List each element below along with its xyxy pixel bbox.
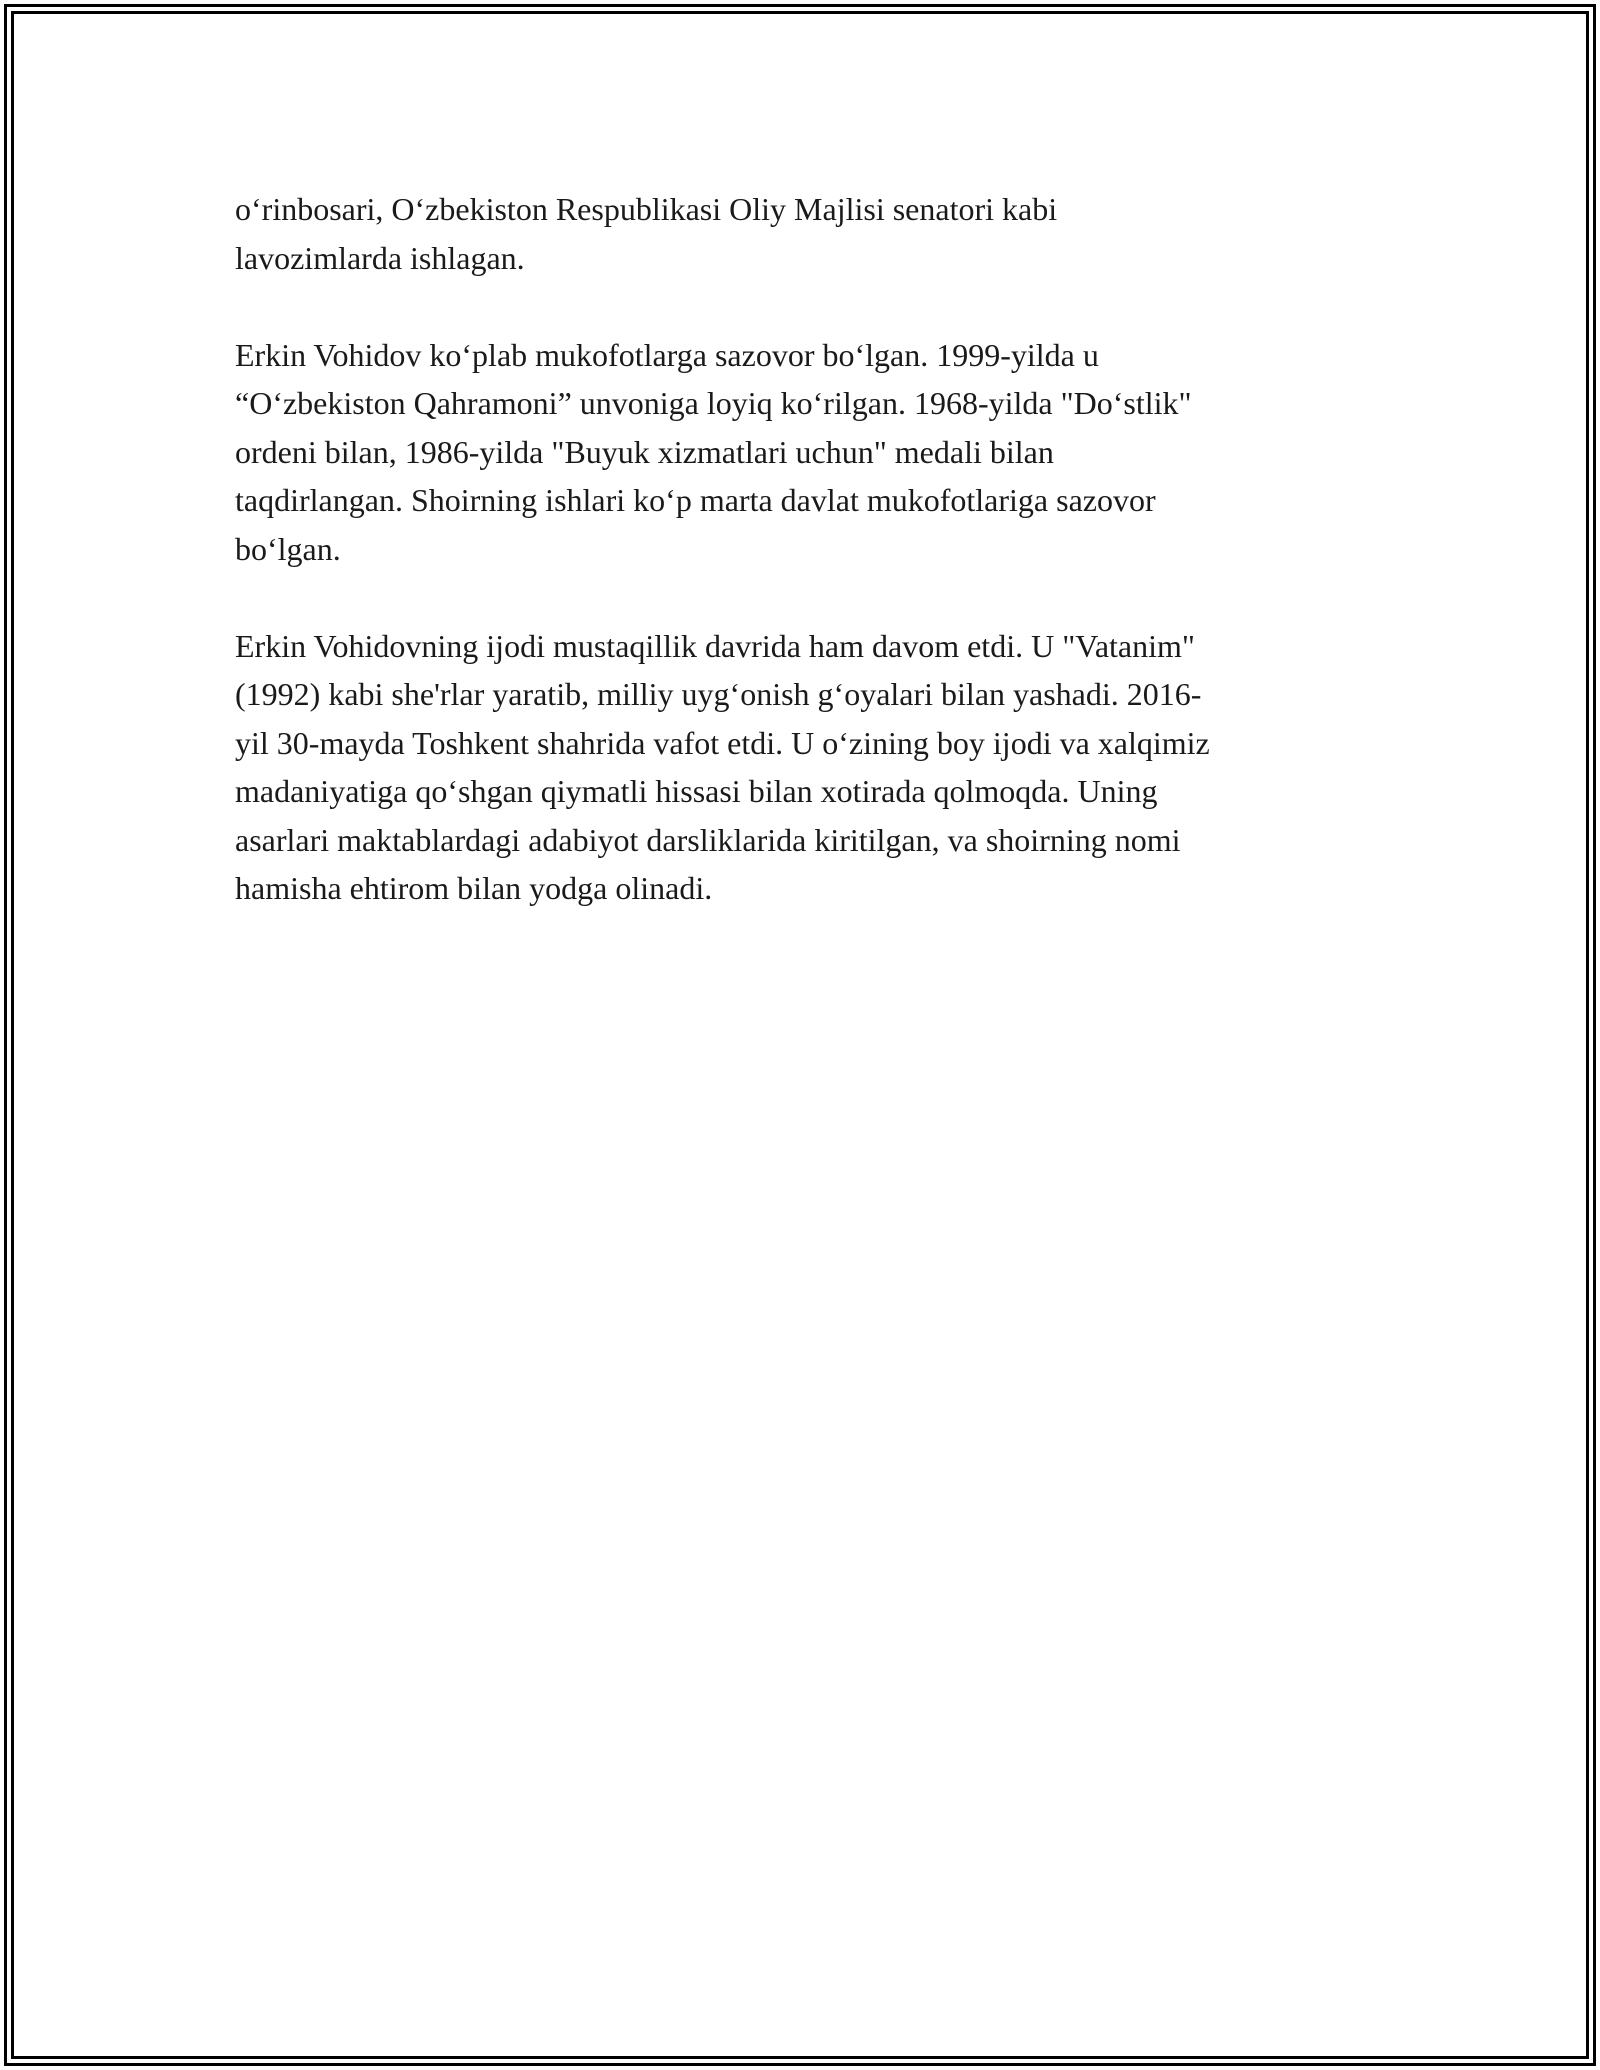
document-body [235, 185, 1365, 961]
paragraph-career-end: o‘rinbosari, O‘zbekiston Respublikasi Oliy Majlisi senatori kabi lavozimlarda ishlagan. [235, 191, 1058, 276]
paragraph-awards: Erkin Vohidov ko‘plab mukofotlarga sazovor bo‘lgan. 1999-yilda u “O‘zbekiston Qahramoni” unvoniga loyiq ko‘rilgan. 1968-yilda "Do‘stlik" ordeni bilan, 1986-yilda "Buyuk xizmatlari uchun" medali bilan taqdirlangan. Shoirning ishlari ko‘p marta davlat mukofotlariga sazovor bo‘lgan. [235, 336, 1192, 567]
paragraph-legacy: Erkin Vohidovning ijodi mustaqillik davrida ham davom etdi. U "Vatanim" (1992) kabi she'rlar yaratib, milliy uyg‘onish g‘oyalari bilan yashadi. 2016- yil 30-mayda Toshkent shahrida vafot etdi. U o‘zining boy ijodi va xalqimiz madaniyatiga qo‘shgan qiymatli hissasi bilan xotirada qolmoqda. Uning asarlari maktablardagi adabiyot darsliklarida kiritilgan, va shoirning nomi hamisha ehtirom bilan yodga olinadi. [235, 627, 1210, 906]
